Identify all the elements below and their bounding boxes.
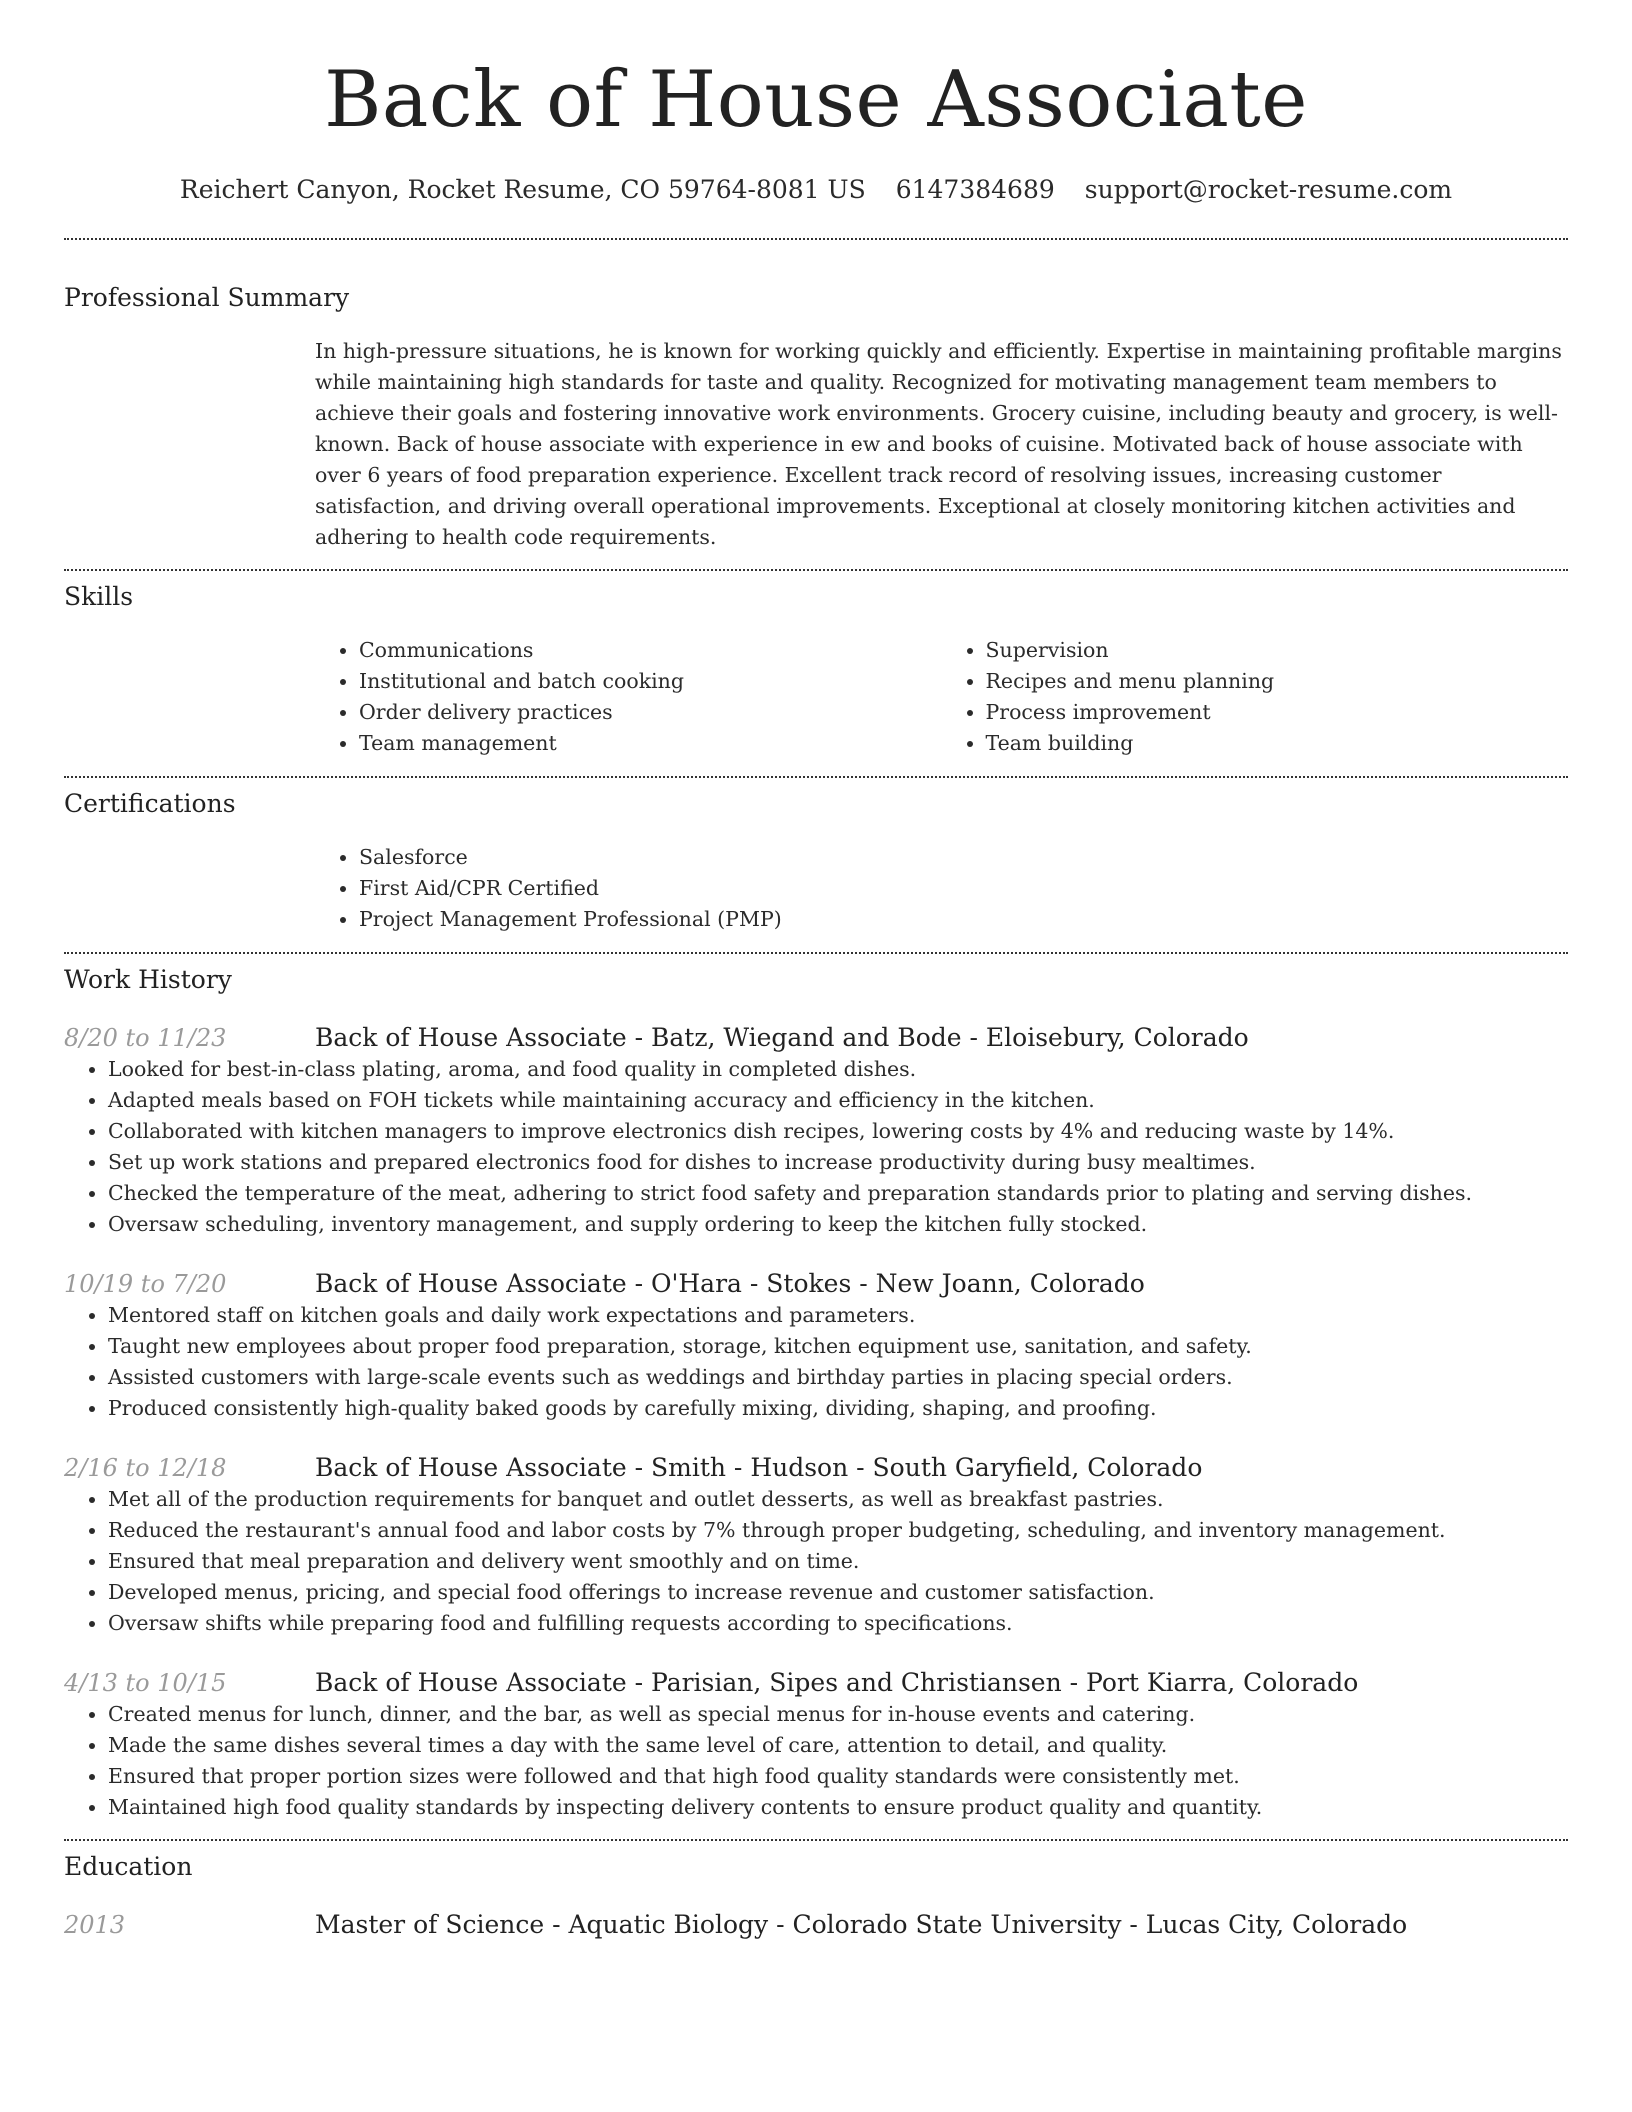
certification-item: • Project Management Professional (PMP) [359,904,1568,935]
job-duty: • Taught new employees about proper food preparation, storage, kitchen equipment use, sanitation, and safety. [108,1331,1568,1362]
skill-item: • Process improvement [986,697,1569,728]
job-entry [64,1268,1568,1424]
job-heading: Back of House Associate - Batz, Wiegand and Bode - Eloisebury, Colorado [315,1023,1249,1052]
education-entry [64,1909,1568,1941]
skill-item: • Institutional and batch cooking [359,666,942,697]
job-duty: • Checked the temperature of the meat, adhering to strict food safety and preparation standards prior to plating and serving dishes. [108,1178,1568,1209]
job-duty: • Assisted customers with large-scale events such as weddings and birthday parties in placing special orders. [108,1362,1568,1393]
certifications-divider [64,952,1568,954]
summary-block [315,336,1568,553]
skill-item: • Team management [359,728,942,759]
header-divider [64,238,1568,240]
certification-item: • Salesforce [359,842,1568,873]
contact-line [64,174,1568,206]
contact-email: support@rocket-resume.com [1084,175,1453,204]
section-title-education: Education [64,1852,193,1881]
job-duty: • Ensured that proper portion sizes were followed and that high food quality standards were consistently met. [108,1761,1568,1792]
job-duty: • Ensured that meal preparation and delivery went smoothly and on time. [108,1546,1568,1577]
certification-item: • First Aid/CPR Certified [359,873,1568,904]
skills-list-right [942,635,1569,759]
resume-name: Back of House Associate [324,55,1308,145]
job-duties [64,1484,1568,1639]
job-heading: Back of House Associate - O'Hara - Stokes - New Joann, Colorado [315,1269,1145,1298]
section-title-summary: Professional Summary [64,283,350,312]
job-duties [64,1699,1568,1823]
section-title-work-history: Work History [64,965,232,994]
job-dates: 4/13 to 10/15 [64,1669,227,1697]
job-duty: • Reduced the restaurant's annual food and labor costs by 7% through proper budgeting, scheduling, and inventory management. [108,1515,1568,1546]
job-duty: • Collaborated with kitchen managers to improve electronics dish recipes, lowering costs by 4% and reducing waste by 14%. [108,1116,1568,1147]
job-duty: • Maintained high food quality standards by inspecting delivery contents to ensure product quality and quantity. [108,1792,1568,1823]
job-dates: 8/20 to 11/23 [64,1024,227,1052]
job-duty: • Oversaw shifts while preparing food and fulfilling requests according to specifications. [108,1608,1568,1639]
job-duties [64,1054,1568,1240]
job-duties [64,1300,1568,1424]
job-duty: • Mentored staff on kitchen goals and daily work expectations and parameters. [108,1300,1568,1331]
job-duty: • Made the same dishes several times a day with the same level of care, attention to detail, and quality. [108,1730,1568,1761]
certifications-list [315,842,1568,935]
job-duty: • Looked for best-in-class plating, aroma, and food quality in completed dishes. [108,1054,1568,1085]
certifications-block [315,842,1568,935]
job-duty: • Developed menus, pricing, and special food offerings to increase revenue and customer satisfaction. [108,1577,1568,1608]
contact-address: Reichert Canyon, Rocket Resume, CO 59764-8081 US [179,175,866,204]
summary-text: In high-pressure situations, he is known for working quickly and efficiently. Expertise in maintaining profitable margins while maintaining high standards for taste and quality. Recognized for motivating management team members to achieve their goals and fostering innovative work environments. Grocery cuisine, including beauty and grocery, is well-known. Back of house associate with experience in ew and books of cuisine. Motivated back of house associate with over 6 years of food preparation experience. Excellent track record of resolving issues, increasing customer satisfaction, and driving overall operational improvements. Exceptional at closely monitoring kitchen activities and adhering to health code requirements. [315,339,1562,549]
section-title-skills: Skills [64,582,134,611]
job-duty: • Produced consistently high-quality baked goods by carefully mixing, dividing, shaping, and proofing. [108,1393,1568,1424]
skill-item: • Order delivery practices [359,697,942,728]
skills-divider [64,776,1568,778]
summary-divider [64,569,1568,571]
skills-list-left [315,635,942,759]
job-heading: Back of House Associate - Smith - Hudson - South Garyfield, Colorado [315,1453,1203,1482]
job-duty: • Oversaw scheduling, inventory management, and supply ordering to keep the kitchen fully stocked. [108,1209,1568,1240]
job-duty: • Set up work stations and prepared electronics food for dishes to increase productivity during busy mealtimes. [108,1147,1568,1178]
job-entry [64,1667,1568,1823]
job-entry [64,1452,1568,1639]
education-heading: Master of Science - Aquatic Biology - Colorado State University - Lucas City, Colorado [315,1910,1408,1939]
resume-page [64,0,1568,1941]
job-entry [64,1022,1568,1240]
job-dates: 10/19 to 7/20 [64,1270,227,1298]
skills-block [315,635,1568,759]
skill-item: • Communications [359,635,942,666]
section-title-certifications: Certifications [64,789,236,818]
education-dates: 2013 [64,1911,126,1939]
job-duty: • Met all of the production requirements for banquet and outlet desserts, as well as breakfast pastries. [108,1484,1568,1515]
job-duty: • Adapted meals based on FOH tickets while maintaining accuracy and efficiency in the kitchen. [108,1085,1568,1116]
work-history-divider [64,1839,1568,1841]
job-duty: • Created menus for lunch, dinner, and the bar, as well as special menus for in-house events and catering. [108,1699,1568,1730]
contact-phone: 6147384689 [895,175,1055,204]
job-dates: 2/16 to 12/18 [64,1454,227,1482]
job-heading: Back of House Associate - Parisian, Sipes and Christiansen - Port Kiarra, Colorado [315,1668,1359,1697]
skill-item: • Team building [986,728,1569,759]
skill-item: • Recipes and menu planning [986,666,1569,697]
skill-item: • Supervision [986,635,1569,666]
